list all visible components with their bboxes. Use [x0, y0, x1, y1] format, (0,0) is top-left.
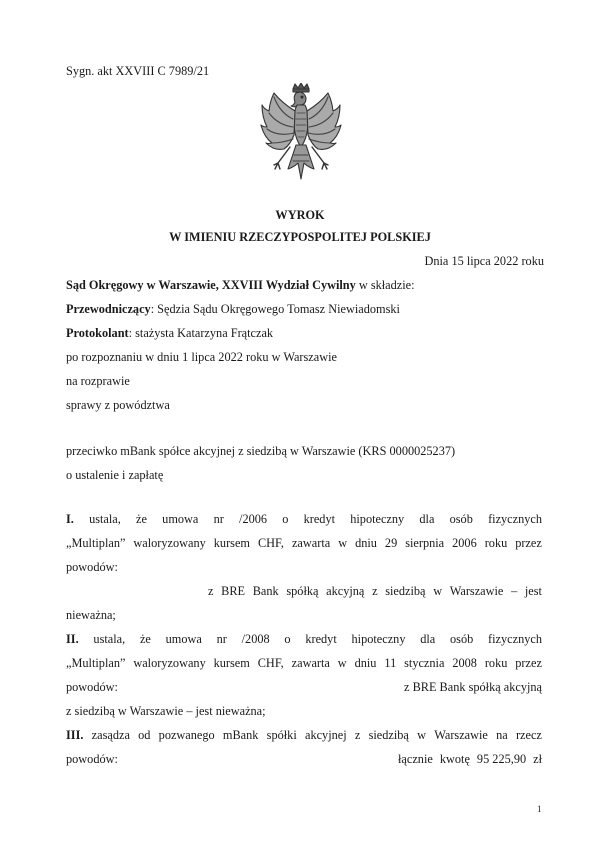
- word: od: [138, 728, 151, 742]
- word: z: [372, 584, 378, 598]
- word: że: [136, 512, 147, 526]
- word: dla: [419, 512, 435, 526]
- word: CHF,: [257, 656, 284, 670]
- hearing-date-line: po rozpoznaniu w dniu 1 lipca 2022 roku w Warszawie: [66, 350, 337, 364]
- subject-line: o ustalenie i zapłatę: [66, 468, 164, 482]
- recorder-label: Protokolant: [66, 326, 129, 340]
- word: 11: [384, 656, 397, 670]
- word: z: [354, 728, 361, 742]
- word: spółką: [286, 584, 319, 598]
- word: pozwanego: [158, 728, 215, 742]
- page-number: 1: [537, 804, 542, 814]
- word: 2008: [452, 656, 477, 670]
- hearing-type-line: na rozprawie: [66, 374, 130, 388]
- word: przez: [515, 656, 542, 670]
- point-1-line-2: [66, 535, 542, 551]
- word: hipoteczny: [350, 512, 405, 526]
- word: hipoteczny: [351, 632, 406, 646]
- word: waloryzowany: [133, 536, 206, 550]
- verdict-title: WYROK: [275, 208, 325, 222]
- word: ustala,: [93, 632, 126, 646]
- claim-line: sprawy z powództwa: [66, 398, 170, 412]
- word: siedzibą: [385, 584, 426, 598]
- case-reference: Sygn. akt XXVIII C 7989/21: [66, 64, 210, 78]
- word: 2006: [452, 536, 477, 550]
- point-2-number: II.: [66, 632, 79, 646]
- word: zasądza: [91, 728, 130, 742]
- word: zawarta: [291, 536, 331, 550]
- polish-eagle-emblem-icon: [260, 83, 342, 187]
- word: kwotę: [439, 752, 470, 766]
- word: w: [433, 584, 443, 598]
- word: łącznie: [398, 752, 433, 766]
- word: „Multiplan”: [66, 656, 126, 670]
- word: dniu: [354, 656, 377, 670]
- word: dla: [420, 632, 436, 646]
- word: stycznia: [404, 656, 445, 670]
- word: Bank: [252, 584, 279, 598]
- word: /2006: [239, 512, 268, 526]
- word: siedzibą: [368, 728, 409, 742]
- word: kredyt: [303, 512, 336, 526]
- point-2-line-4: z siedzibą w Warszawie – jest nieważna;: [66, 704, 266, 718]
- word: jest: [524, 584, 542, 598]
- word: zawarta: [291, 656, 330, 670]
- court-suffix: w składzie:: [355, 278, 415, 292]
- word: na: [496, 728, 508, 742]
- point-3-line-2a: powodów:: [66, 752, 118, 766]
- verdict-subtitle: W IMIENIU RZECZYPOSPOLITEJ POLSKIEJ: [169, 230, 431, 244]
- word: w: [338, 536, 348, 550]
- point-1-line-5: nieważna;: [66, 608, 116, 622]
- point-3-line-2b: [398, 751, 542, 767]
- point-2-line-2: [66, 655, 542, 671]
- word: roku: [484, 536, 508, 550]
- point-3-number: III.: [66, 728, 84, 742]
- court-recorder: [66, 325, 273, 341]
- word: „Multiplan”: [66, 536, 126, 550]
- word: nr: [216, 632, 227, 646]
- word: osób: [450, 632, 474, 646]
- word: mBank: [222, 728, 259, 742]
- word: sierpnia: [405, 536, 445, 550]
- presiding-judge: [66, 301, 400, 317]
- point-2-line-1: [66, 631, 542, 647]
- word: akcyjną: [326, 584, 365, 598]
- word: ustala,: [89, 512, 121, 526]
- point-2-line-3b: z BRE Bank spółką akcyjną: [404, 680, 542, 694]
- word: nr: [213, 512, 224, 526]
- point-3-line-1: [66, 727, 542, 743]
- court-name: Sąd Okręgowy w Warszawie, XXVIII Wydział Cywilny: [66, 278, 356, 292]
- word: CHF,: [257, 536, 284, 550]
- word: waloryzowany: [133, 656, 206, 670]
- word: rzecz: [515, 728, 542, 742]
- word: w: [417, 728, 426, 742]
- word: zł: [533, 752, 542, 766]
- word: umowa: [162, 512, 199, 526]
- point-1-number: I.: [66, 512, 74, 526]
- word: roku: [484, 656, 508, 670]
- word: spółki: [266, 728, 297, 742]
- verdict-date: Dnia 15 lipca 2022 roku: [424, 254, 544, 268]
- word: dniu: [355, 536, 377, 550]
- word: umowa: [165, 632, 202, 646]
- court-composition: [66, 277, 415, 293]
- point-1-line-1: [66, 511, 542, 527]
- word: Warszawie: [434, 728, 488, 742]
- word: o: [284, 632, 291, 646]
- word: BRE: [221, 584, 246, 598]
- word: w: [337, 656, 347, 670]
- word: akcyjnej: [304, 728, 347, 742]
- word: fizycznych: [488, 512, 542, 526]
- word: Warszawie: [449, 584, 504, 598]
- word: kredyt: [305, 632, 337, 646]
- word: kursem: [213, 536, 250, 550]
- word: /2008: [241, 632, 270, 646]
- word: 29: [384, 536, 398, 550]
- word: –: [511, 584, 518, 598]
- presiding-label: Przewodniczący: [66, 302, 151, 316]
- word: o: [282, 512, 289, 526]
- word: fizycznych: [488, 632, 542, 646]
- presiding-value: : Sędzia Sądu Okręgowego Tomasz Niewiadomski: [150, 302, 400, 316]
- word: przez: [515, 536, 542, 550]
- point-1-line-4: [208, 583, 542, 599]
- word: osób: [449, 512, 473, 526]
- recorder-value: : stażysta Katarzyna Frątczak: [128, 326, 274, 340]
- word: kursem: [213, 656, 250, 670]
- point-2-line-3a: powodów:: [66, 680, 118, 694]
- word: z: [208, 584, 214, 598]
- word: że: [139, 632, 151, 646]
- defendant-line: przeciwko mBank spółce akcyjnej z siedzibą w Warszawie (KRS 0000025237): [66, 444, 456, 458]
- word: 95 225,90: [476, 752, 527, 766]
- point-1-line-3: powodów:: [66, 560, 118, 574]
